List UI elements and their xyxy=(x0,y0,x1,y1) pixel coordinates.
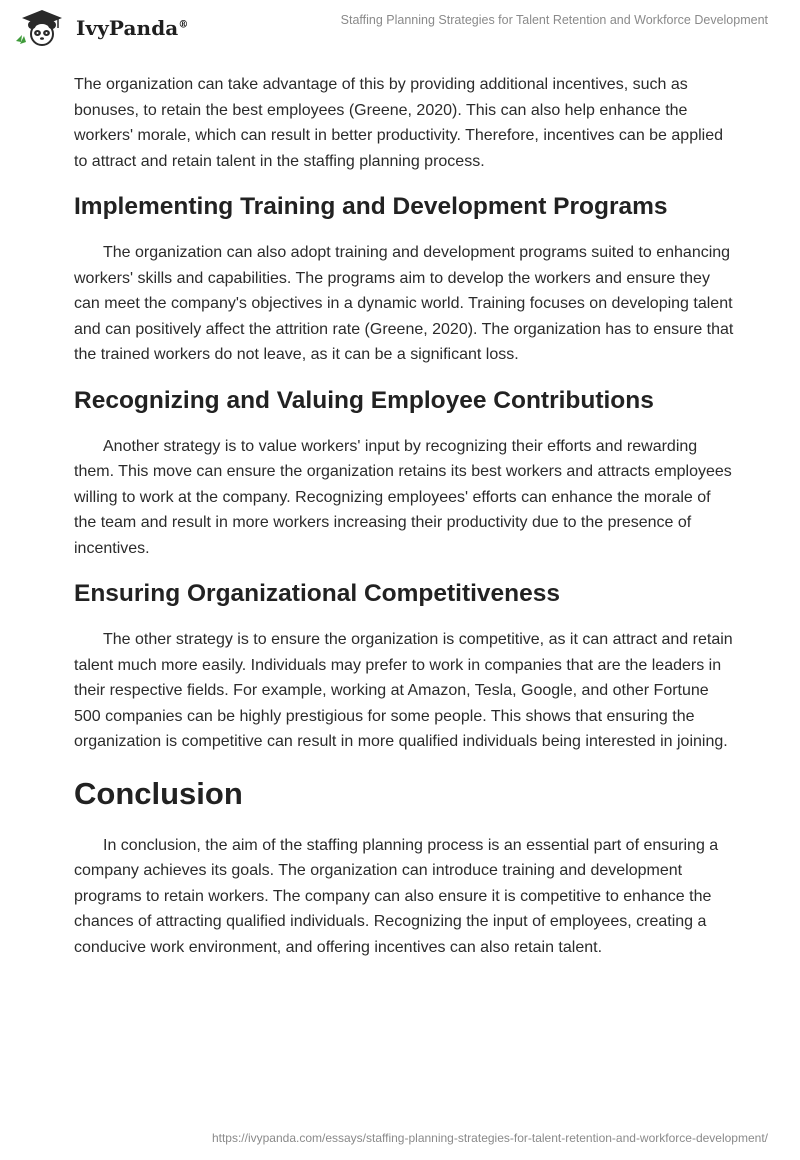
page-header xyxy=(0,0,800,70)
section-paragraph-recognition: Another strategy is to value workers' input by recognizing their efforts and rewarding them. This move can ensure the organization retains its best workers and attracts employees willing to work at the company. Recognizing employees' efforts can enhance the morale of the team and result in more workers increasing their productivity due to the presence of incentives. xyxy=(74,437,732,557)
section-heading-training: Implementing Training and Development Programs xyxy=(74,193,668,220)
brand-name: IvyPanda® xyxy=(76,16,189,40)
document-title: Staffing Planning Strategies for Talent Retention and Workforce Development xyxy=(340,13,768,27)
section-heading-recognition: Recognizing and Valuing Employee Contributions xyxy=(74,386,654,414)
panda-graduate-icon xyxy=(14,8,70,48)
section-heading-competitiveness: Ensuring Organizational Competitiveness xyxy=(74,580,561,607)
conclusion-paragraph: In conclusion, the aim of the staffing planning process is an essential part of ensuring a company achieves its goals. The organization can introduce training and development programs to retain workers. The company can also ensure it is competitive to enhance the chances of attracting qualified individuals. Recognizing the input of employees, creating a conducive work environment, and offering incentives can also retain talent. xyxy=(74,836,719,956)
section-paragraph-training: The organization can also adopt training and development programs suited to enhancing workers' skills and capabilities. The programs aim to develop the workers and ensure they can meet the company's objectives in a dynamic world. Training focuses on developing talent and can positively affect the attrition rate (Greene, 2020). The organization has to ensure that the trained workers do not leave, as it can be a significant loss. xyxy=(74,244,734,363)
intro-paragraph: The organization can take advantage of this by providing additional incentives, such as bonuses, to retain the best employees (Greene, 2020). This can also help enhance the workers' morale, which can result in better productivity. Therefore, incentives can be applied to attract and retain talent in the staffing planning process. xyxy=(74,76,723,170)
section-paragraph-competitiveness: The other strategy is to ensure the organization is competitive, as it can attract and retain talent much more easily. Individuals may prefer to work in companies that are the leaders in their respective fields. For example, working at Amazon, Tesla, Google, and other Fortune 500 companies can be highly prestigious for some people. This shows that ensuring the organization is competitive can result in more qualified individuals being interested in joining. xyxy=(74,631,733,750)
source-url[interactable]: https://ivypanda.com/essays/staffing-planning-strategies-for-talent-retention-and-workforce-development/ xyxy=(211,1131,768,1145)
essay-content xyxy=(74,72,734,960)
conclusion-heading: Conclusion xyxy=(74,775,243,811)
ivypanda-logo[interactable] xyxy=(14,8,188,48)
